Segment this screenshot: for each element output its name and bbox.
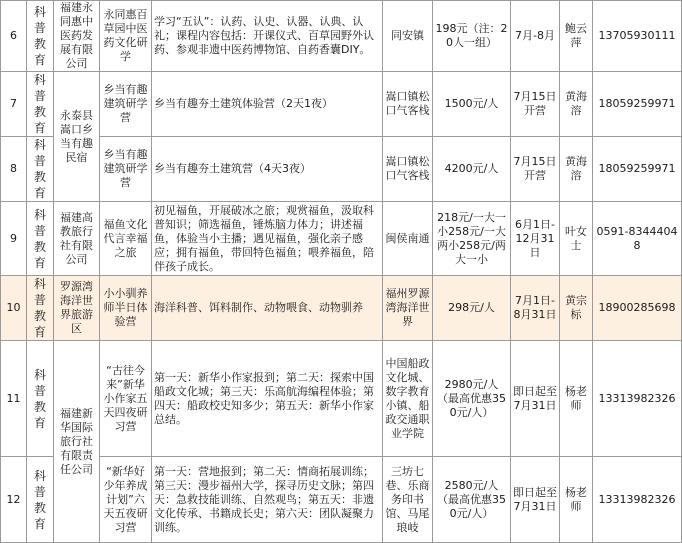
price-cell: 218元/一大一小258元/一大两小258元/两大一小 [433, 202, 511, 276]
price-cell: 2980元/人（最高优惠350元/人） [433, 341, 511, 457]
content-cell: 乡当有趣夯土建筑营（4天3夜） [152, 137, 383, 202]
row-index: 6 [1, 1, 27, 72]
table-row [1, 341, 682, 457]
base-cell: 福鱼文化代言幸福之旅 [100, 202, 152, 276]
content-cell: 海洋科普、饵料制作、动物喂食、动物驯养 [152, 276, 383, 341]
row-index: 7 [1, 72, 27, 137]
row-index: 8 [1, 137, 27, 202]
category-cell: 科普教育 [27, 1, 54, 72]
base-cell: 小小驯养师半日体验营 [100, 276, 152, 341]
location-cell: 中国船政文化城、数字教育小镇、船政交通职业学院 [383, 341, 433, 457]
content-cell: 初见福鱼，开展破冰之旅；观赏福鱼，汲取科普知识；筛选福鱼，锤炼脑力体力；讲述福鱼，体验当小主播；遇见福鱼，强化亲子感应；拥有福鱼，带回特色福鱼；喂养福鱼，陪伴孩子成长。 [152, 202, 383, 276]
location-cell: 三坊七巷、乐商务印书馆、马尾琅岐 [383, 457, 433, 543]
category-cell: 科普教育 [27, 72, 54, 137]
content-cell: 第一天：新华小作家报到；第二天：探索中国船政文化城；第三天：乐高航海编程体验；第四天：船政校史知多少；第五天：新华小作家总结。 [152, 341, 383, 457]
table-row [1, 137, 682, 202]
location-cell: 嵩口镇松口气客栈 [383, 72, 433, 137]
row-index: 11 [1, 341, 27, 457]
phone-cell: 13313982326 [593, 341, 682, 457]
phone-cell: 18059259971 [593, 137, 682, 202]
category-cell: 科普教育 [27, 202, 54, 276]
table-row [1, 72, 682, 137]
content-cell: 学习“五认”：认药、认史、认器、认典、认礼；课程内容包括：开课仪式、百草园野外认药、参观非遗中医药博物馆、自药香囊DIY。 [152, 1, 383, 72]
location-cell: 闽侯南通 [383, 202, 433, 276]
price-cell: 198元（注：20人一组） [433, 1, 511, 72]
date-cell: 6月1日-12月31日 [511, 202, 560, 276]
date-cell: 7月-8月 [511, 1, 560, 72]
contact-person-cell: 黄宗标 [560, 276, 593, 341]
row-index: 12 [1, 457, 27, 543]
organizer-cell: 永泰县嵩口乡当有趣民宿 [54, 72, 100, 202]
table-row [1, 1, 682, 72]
date-cell: 7月15日开营 [511, 72, 560, 137]
table-row [1, 276, 682, 341]
contact-person-cell: 黄海溶 [560, 72, 593, 137]
row-index: 9 [1, 202, 27, 276]
base-cell: 永同惠百草园中医药文化研学 [100, 1, 152, 72]
content-cell: 乡当有趣夯土建筑体验营（2天1夜） [152, 72, 383, 137]
base-cell: “古往今来”新华小作家五天四夜研习营 [100, 341, 152, 457]
phone-cell: 0591-83444048 [593, 202, 682, 276]
table-row [1, 202, 682, 276]
base-cell: “新华好少年养成计划”六天五夜研习营 [100, 457, 152, 543]
contact-person-cell: 杨老师 [560, 341, 593, 457]
category-cell: 科普教育 [27, 137, 54, 202]
content-cell: 第一天：营地报到；第二天：情商拓展训练；第三天：漫步福州大学，探寻历史文脉；第四天：急救技能训练、自然观鸟；第五天：非遗文化传承、书籍成长史；第六天：团队凝聚力训练。 [152, 457, 383, 543]
location-cell: 同安镇 [383, 1, 433, 72]
category-cell: 科普教育 [27, 457, 54, 543]
phone-cell: 13313982326 [593, 457, 682, 543]
date-cell: 7月15日开营 [511, 137, 560, 202]
date-cell: 即日起至7月31日 [511, 341, 560, 457]
organizer-cell: 福建永同惠中医药发展有限公司 [54, 1, 100, 72]
price-cell: 2580元/人（最高优惠350元/人） [433, 457, 511, 543]
row-index: 10 [1, 276, 27, 341]
organizer-cell: 福建新华国际旅行社有限责任公司 [54, 341, 100, 543]
organizer-cell: 福建高教旅行社有限公司 [54, 202, 100, 276]
organizer-cell: 罗源湾海洋世界旅游区 [54, 276, 100, 341]
location-cell: 嵩口镇松口气客栈 [383, 137, 433, 202]
category-cell: 科普教育 [27, 341, 54, 457]
contact-person-cell: 鲍云萍 [560, 1, 593, 72]
base-cell: 乡当有趣建筑研学营 [100, 72, 152, 137]
contact-person-cell: 杨老师 [560, 457, 593, 543]
date-cell: 7月1日-8月31日 [511, 276, 560, 341]
category-cell: 科普教育 [27, 276, 54, 341]
contact-person-cell: 黄海溶 [560, 137, 593, 202]
date-cell: 即日起至7月31日 [511, 457, 560, 543]
price-cell: 4200元/人 [433, 137, 511, 202]
phone-cell: 18059259971 [593, 72, 682, 137]
price-cell: 1500元/人 [433, 72, 511, 137]
phone-cell: 18900285698 [593, 276, 682, 341]
contact-person-cell: 叶女士 [560, 202, 593, 276]
table-row [1, 457, 682, 543]
location-cell: 福州罗源湾海洋世界 [383, 276, 433, 341]
price-cell: 298元/人 [433, 276, 511, 341]
phone-cell: 13705930111 [593, 1, 682, 72]
base-cell: 乡当有趣建筑研学营 [100, 137, 152, 202]
